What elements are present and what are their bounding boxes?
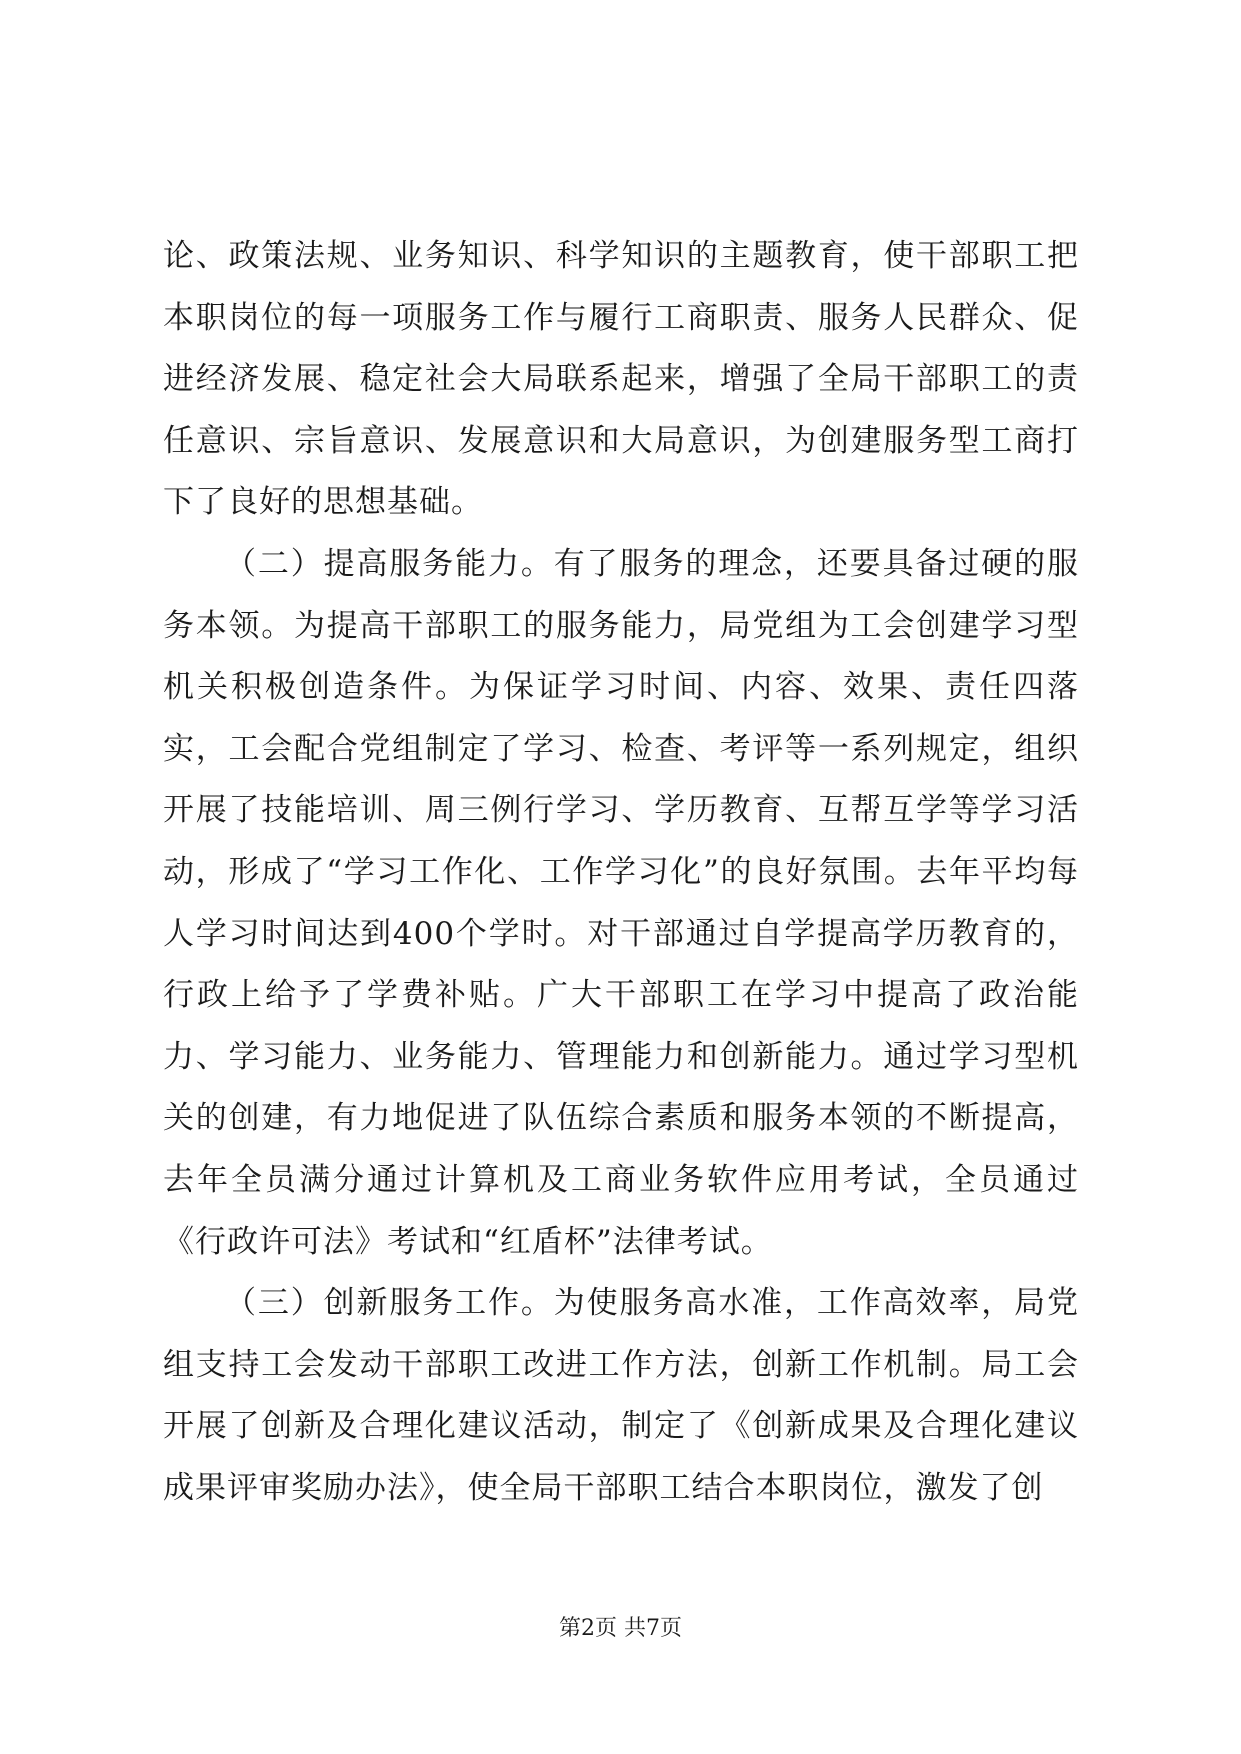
paragraph-continued: 论、政策法规、业务知识、科学知识的主题教育，使干部职工把本职岗位的每一项服务工作与履行工商职责、服务人民群众、促进经济发展、稳定社会大局联系起来，增强了全局干部职工的责任意识、宗旨意识、发展意识和大局意识，为创建服务型工商打下了良好的思想基础。 bbox=[163, 238, 1079, 521]
paragraph-improve-service-ability: （二）提高服务能力。有了服务的理念，还要具备过硬的服务本领。为提高干部职工的服务能力，局党组为工会创建学习型机关积极创造条件。为保证学习时间、内容、效果、责任四落实，工会配合党组制定了学习、检查、考评等一系列规定，组织开展了技能培训、周三例行学习、学历教育、互帮互学等学习活动，形成了“学习工作化、工作学习化”的良好氛围。去年平均每人学习时间达到400个学时。对干部通过自学提高学历教育的，行政上给予了学费补贴。广大干部职工在学习中提高了政治能力、学习能力、业务能力、管理能力和创新能力。通过学习型机关的创建，有力地促进了队伍综合素质和服务本领的不断提高，去年全员满分通过计算机及工商业务软件应用考试，全员通过《行政许可法》考试和“红盾杯”法律考试。 bbox=[163, 545, 1079, 1260]
body-text bbox=[163, 226, 1079, 1519]
page-footer: 第2页 共7页 bbox=[559, 1616, 682, 1641]
paragraph-innovate-service-work: （三）创新服务工作。为使服务高水准，工作高效率，局党组支持工会发动干部职工改进工作方法，创新工作机制。局工会开展了创新及合理化建议活动，制定了《创新成果及合理化建议成果评审奖励办法》，使全局干部职工结合本职岗位，激发了创 bbox=[163, 1285, 1079, 1506]
